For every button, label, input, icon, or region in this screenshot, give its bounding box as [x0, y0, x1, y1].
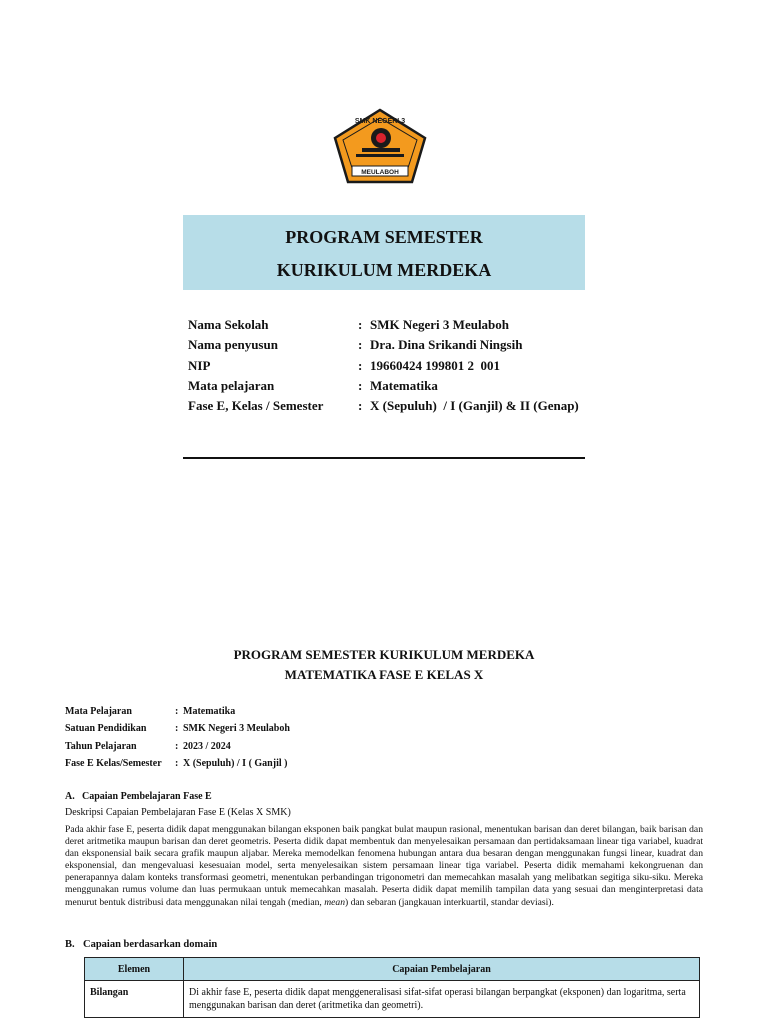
- part-a-heading: [65, 791, 212, 802]
- info-label: Nama penyusun: [188, 337, 278, 353]
- info-row: [188, 356, 579, 376]
- meta-value: Matematika: [183, 706, 236, 717]
- part-b-heading: [65, 939, 217, 950]
- meta-label: Satuan Pendidikan: [65, 723, 147, 735]
- part-b-heading-text: Capaian berdasarkan domain: [83, 939, 218, 950]
- info-colon: :: [358, 337, 363, 353]
- table-header-capaian: Capaian Pembelajaran: [184, 958, 700, 981]
- table-header-elemen: Elemen: [85, 958, 184, 981]
- info-value: Matematika: [370, 377, 438, 393]
- info-value: SMK Negeri 3 Meulaboh: [370, 317, 510, 332]
- info-row: [188, 335, 579, 355]
- part-a-paragraph: [65, 824, 703, 909]
- paragraph-text-end: ) dan sebaran (jangkauan interkuartil, standar deviasi).: [345, 896, 554, 908]
- school-logo: [332, 108, 428, 184]
- table-cell-element: Bilangan: [85, 981, 184, 1018]
- info-row: [188, 396, 579, 416]
- meta-colon: :: [175, 723, 179, 735]
- logo-arc-text: SMK NEGERI 3: [354, 118, 406, 125]
- info-label: Fase E, Kelas / Semester: [188, 398, 324, 414]
- meta-row: [65, 703, 290, 720]
- part-a-heading-text: Capaian Pembelajaran Fase E: [82, 791, 212, 802]
- table-header-row: [85, 958, 700, 981]
- info-row: [188, 376, 579, 396]
- info-colon: :: [358, 377, 363, 393]
- paragraph-italic-term: mean: [324, 896, 346, 908]
- info-value: X (Sepuluh) / I (Ganjil) & II (Genap): [370, 398, 579, 414]
- info-colon: :: [358, 357, 363, 373]
- meta-row: [65, 738, 290, 755]
- meta-label: Mata Pelajaran: [65, 706, 132, 717]
- cover-title-line2: KURIKULUM MERDEKA: [276, 260, 492, 280]
- table-cell-text: Di akhir fase E, peserta didik dapat menggeneralisasi sifat-sifat operasi bilangan berpangkat (eksponen) dan logaritma, serta menggunakan barisan dan deret (aritmetika dan geometri).: [184, 981, 700, 1018]
- info-row: [188, 315, 579, 335]
- info-colon: :: [358, 398, 363, 414]
- cover-title-box: [183, 215, 585, 290]
- table-row: [85, 981, 700, 1018]
- info-label: Nama Sekolah: [188, 317, 269, 332]
- part-b-number: B.: [65, 939, 75, 950]
- meta-value: SMK Negeri 3 Meulaboh: [183, 723, 290, 735]
- info-label: Mata pelajaran: [188, 377, 275, 393]
- meta-colon: :: [175, 740, 179, 752]
- section-meta: [65, 703, 290, 772]
- meta-row: [65, 720, 290, 737]
- meta-label: Fase E Kelas/Semester: [65, 757, 162, 769]
- logo-bottom-text: MEULABOH: [361, 169, 399, 176]
- meta-colon: :: [175, 757, 179, 769]
- section-title-line2: MATEMATIKA FASE E KELAS X: [284, 667, 484, 682]
- info-label: NIP: [188, 357, 211, 373]
- part-a-subheading: Deskripsi Capaian Pembelajaran Fase E (Kelas X SMK): [65, 807, 291, 818]
- meta-value: X (Sepuluh) / I ( Ganjil ): [183, 757, 288, 769]
- info-value: 19660424 199801 2 001: [370, 357, 500, 373]
- paragraph-text: Pada akhir fase E, peserta didik dapat menggunakan bilangan eksponen baik pangkat bulat maupun rasional, menentukan barisan dan deret bilangan, baik barisan dan deret aritmetika maupun barisan dan deret geometris. Peserta didik dapat membentuk dan menyelesaikan persamaan dan pertidaksamaan linear tiga variabel, kuadrat dan eksponensial baik secara grafik maupun aljabar. Mereka memodelkan fenomena hubungan antara dua besaran dengan menggunakan fungsi linear, kuadrat dan eksponensial, dan mengevaluasi kesesuaian model, serta menyelesaikan sistem persamaan linear tiga variabel. Peserta didik memahami kekongruenan dan penerapannya dalam konteks transformasi geometri, menentukan perbandingan trigonometri dan memecahkan masalah yang melibatkan segitiga siku-siku. Mereka menggunakan rumus volume dan luas permukaan untuk memecahkan masalah. Peserta didik dapat memilih tampilan data yang sesuai dan menginterpretasi data menurut bentuk distribusi data menggunakan nilai tengah (median,: [65, 824, 703, 908]
- part-a-number: A.: [65, 791, 75, 802]
- info-colon: :: [358, 317, 363, 332]
- section-title-line1: PROGRAM SEMESTER KURIKULUM MERDEKA: [233, 647, 535, 662]
- meta-row: [65, 755, 290, 772]
- info-value: Dra. Dina Srikandi Ningsih: [370, 337, 523, 353]
- cover-divider: [183, 457, 585, 459]
- capaian-table: [84, 957, 700, 1018]
- cover-info: [188, 315, 579, 416]
- meta-colon: :: [175, 706, 179, 717]
- cover-title-line1: PROGRAM SEMESTER: [285, 227, 483, 247]
- meta-label: Tahun Pelajaran: [65, 740, 137, 752]
- meta-value: 2023 / 2024: [183, 740, 231, 752]
